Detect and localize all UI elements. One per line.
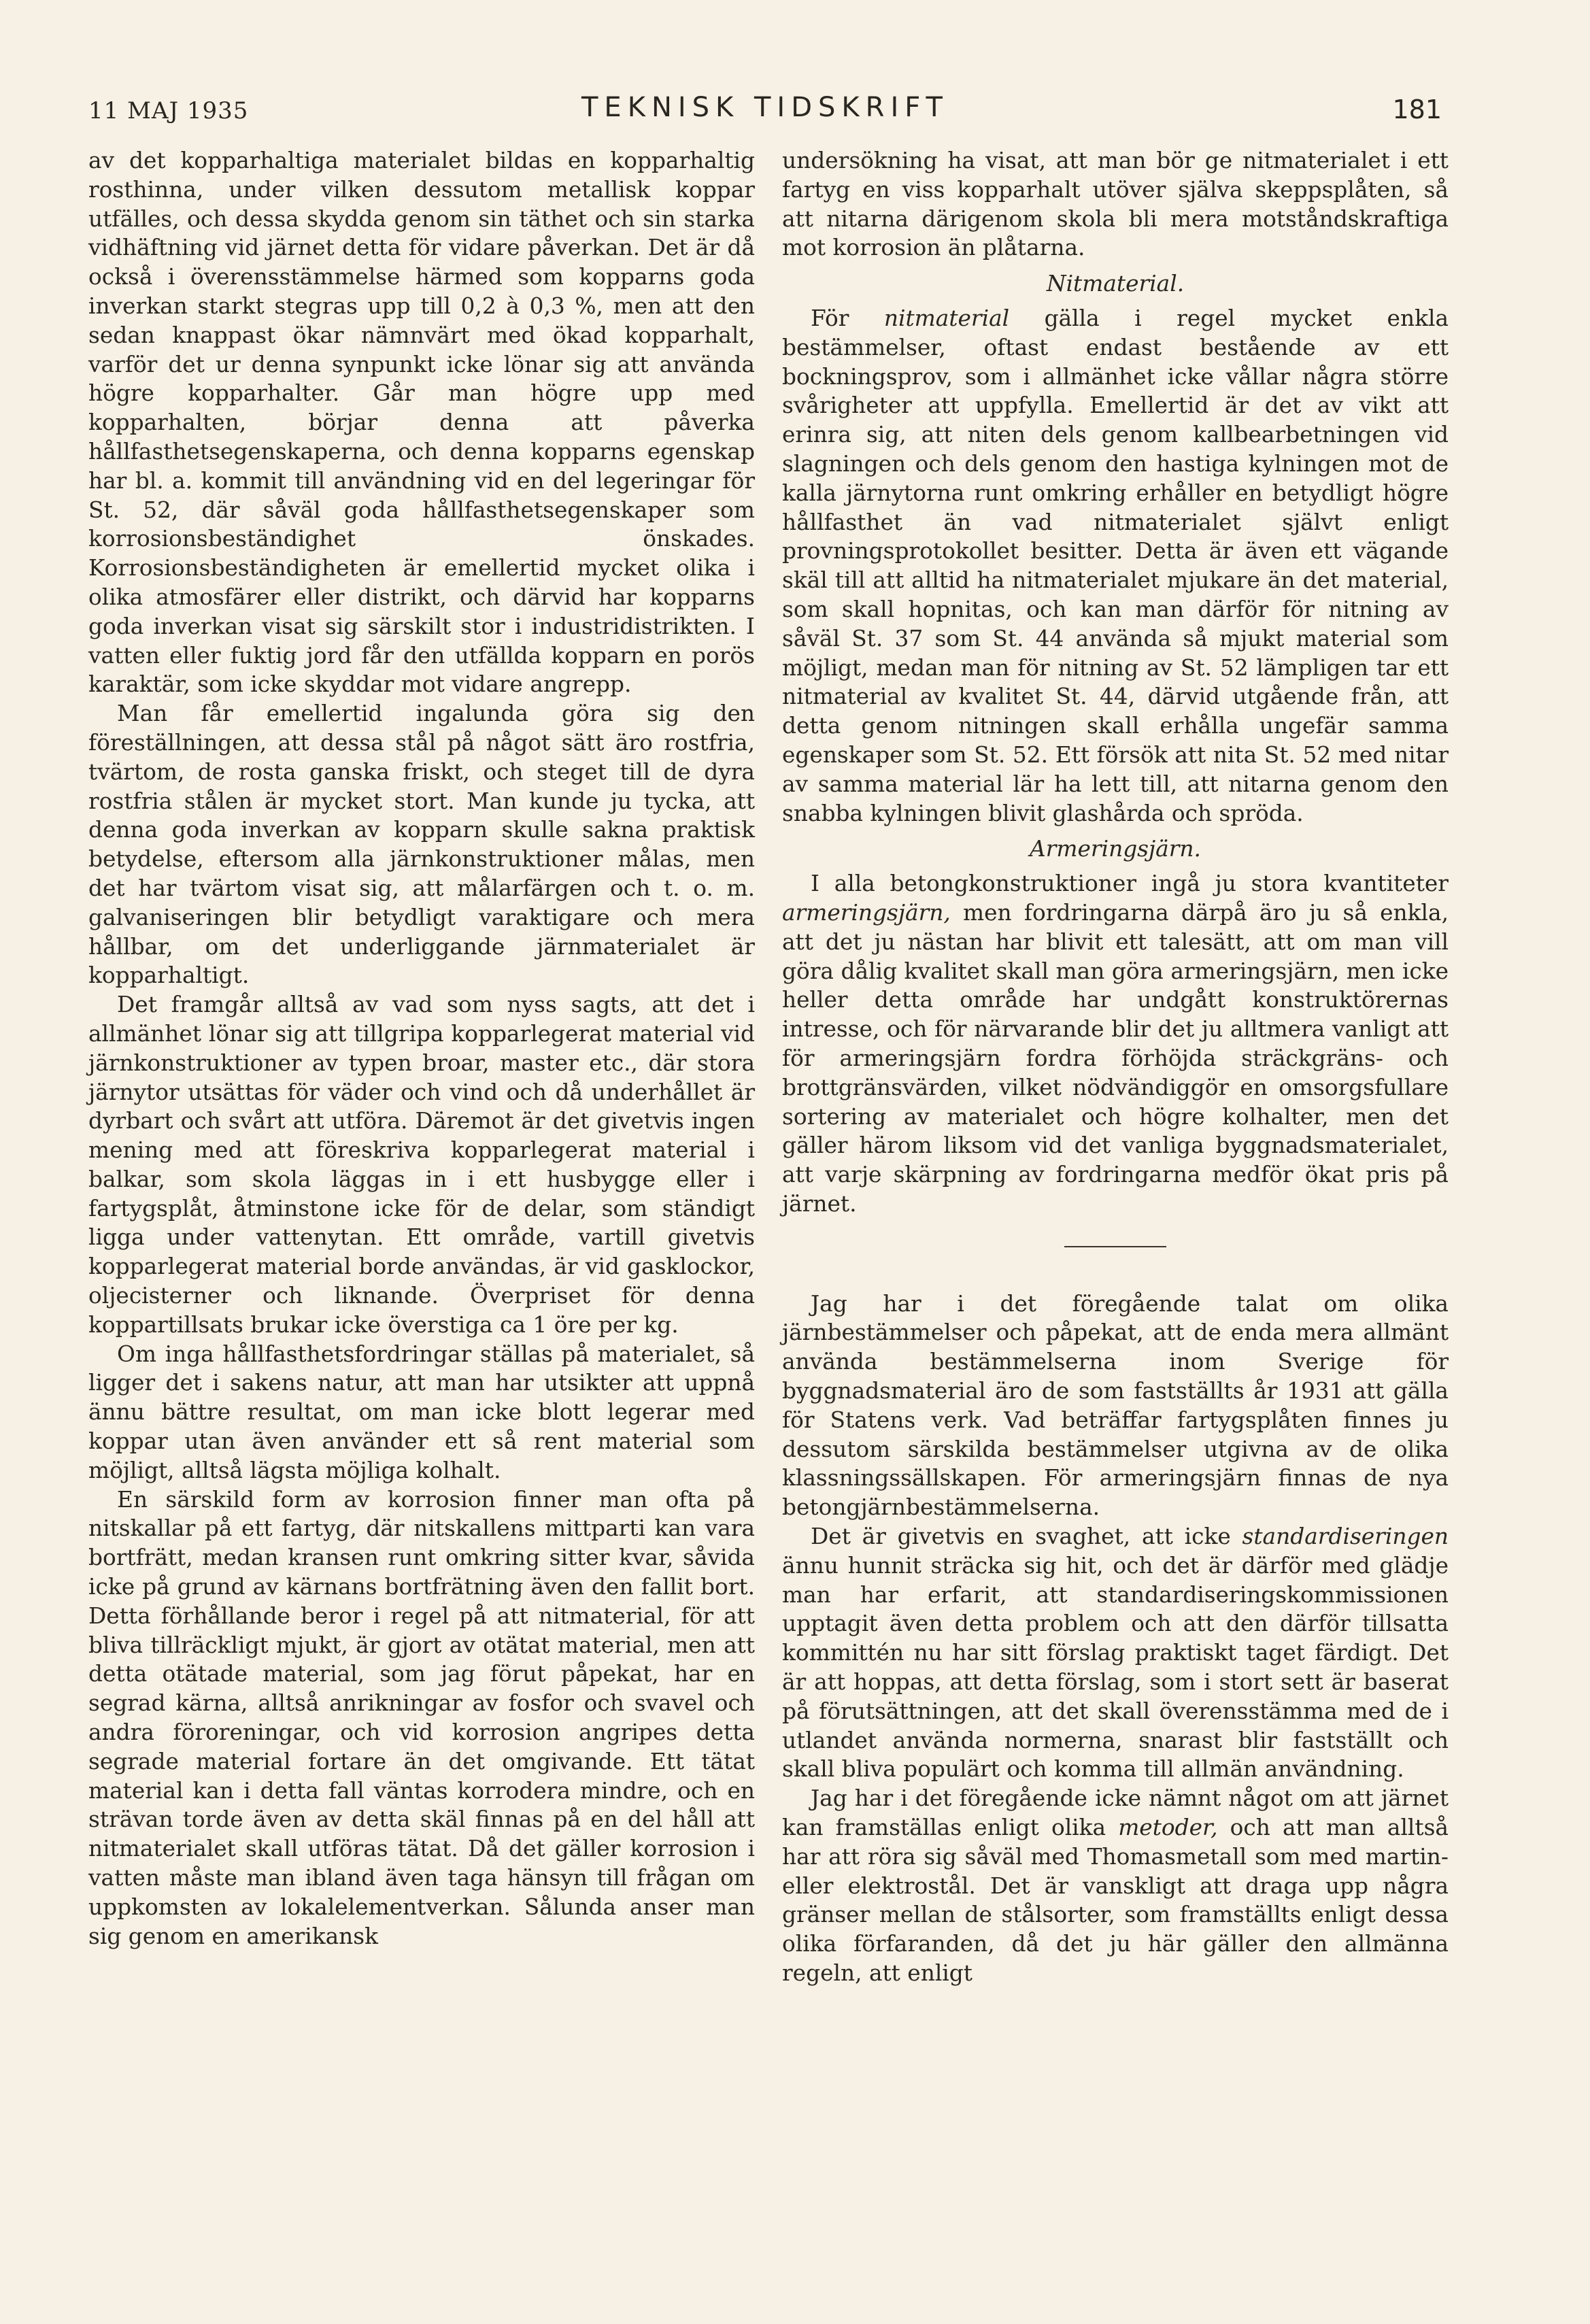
paragraph [782, 1522, 1449, 1784]
paragraph [782, 869, 1449, 1219]
text-run: Det är givetvis en svaghet, att icke [811, 1523, 1242, 1550]
paragraph: undersökning ha visat, att man bör ge nitmaterialet i ett fartyg en viss kopparhalt utöver själva skeppsplåten, så att nitarna därigenom skola bli mera motståndskraftiga mot korrosion än plåtarna. [782, 148, 1449, 261]
text-run: gälla i regel mycket enkla bestämmelser, oftast endast bestående av ett bockningsprov, som i allmänhet icke vållar några större svårigheter att uppfylla. Emellertid är det av vikt att erinra sig, att niten dels genom kallbearbetningen vid slagningen och dels genom den hastiga kylningen mot de kalla järnytorna runt omkring erhåller en betydligt högre hållfasthet än vad nitmaterialet självt enligt provningsprotokollet besitter. Detta är även ett vägande skäl till att alltid ha nitmaterialet mjukare än det material, som skall hopnitas, och kan man därför för nitning av såväl St. 37 som St. 44 använda så mjukt material som möjligt, medan man för nitning av St. 52 lämpligen tar ett nitmaterial av kvalitet St. 44, därvid utgående från, att detta genom nitningen skall erhålla ungefär samma egenskaper som St. 52. Ett försök att nita St. 52 med nitar av samma material lär ha lett till, att nitarna genom den snabba kylningen blivit glashårda och spröda. [782, 305, 1449, 826]
text-run: För [811, 305, 884, 331]
paragraph [782, 1784, 1449, 1988]
page-header [88, 92, 1442, 133]
emphasis-term: metoder, [1118, 1815, 1218, 1841]
text-run: och att man alltså har att röra sig såväl med Thomasmetall som med martin- eller elektrostål. Det är vanskligt att draga upp några gränser mellan de stålsorter, som framställts enligt dessa olika förfaranden, då det ju här gäller den allmänna regeln, att enligt [782, 1815, 1449, 1987]
emphasis-term: nitmaterial [883, 305, 1010, 331]
paragraph: Det framgår alltså av vad som nyss sagts, att det i allmänhet lönar sig att tillgripa kopparlegerat material vid järnkonstruktioner av typen broar, master etc., där stora järnytor utsättas för väder och vind och då underhållet är dyrbart och svårt att utföra. Däremot är det givetvis ingen mening med att föreskriva kopparlegerat material i balkar, som skola läggas in i ett husbygge eller i fartygsplåt, åtminstone icke för de delar, som ständigt ligga under vattenytan. Ett område, vartill givetvis kopparlegerat material borde användas, är vid gasklockor, oljecisterner och liknande. Överpriset för denna koppartillsats brukar icke överstiga ca 1 öre per kg. [88, 992, 755, 1338]
journal-title: TEKNISK TIDSKRIFT [581, 92, 949, 123]
paragraph: Jag har i det föregående talat om olika järnbestämmelser och påpekat, att de enda mera allmänt använda bestämmelserna inom Sverige för byggnadsmaterial äro de som fastställts år 1931 att gälla för Statens verk. Vad beträffar fartygsplåten finnes ju dessutom särskilda bestämmelser utgivna av de olika klassningssällskapen. För armeringsjärn finnas de nya betongjärnbestämmelserna. [782, 1290, 1449, 1521]
section-divider [1064, 1246, 1166, 1247]
text-run: Jag har i det föregående icke nämnt något om att järnet kan framställas enligt olika [782, 1785, 1449, 1841]
paragraph: av det kopparhaltiga materialet bildas en kopparhaltig rosthinna, under vilken dessutom metallisk koppar utfälles, och dessa skydda genom sin täthet och sin starka vidhäftning vid järnet detta för vidare påverkan. Det är då också i överensstämmelse härmed som kopparns goda inverkan starkt stegras upp till 0,2 à 0,3 %, men att den sedan knappast ökar nämnvärt med ökad kopparhalt, varför det ur denna synpunkt icke lönar sig att använda högre kopparhalter. Går man högre upp med kopparhalten, börjar denna att påverka hållfasthetsegenskaperna, och denna kopparns egenskap har bl. a. kommit till användning vid en del legeringar för St. 52, där såväl goda hållfasthetsegenskaper som korrosionsbeständighet önskades. Korrosionsbeständigheten är emellertid mycket olika i olika atmosfärer eller distrikt, och därvid har kopparns goda inverkan visat sig särskilt stor i industridistrikten. I vatten eller fuktig jord får den utfällda kopparn en porös karaktär, som icke skyddar mot vidare angrepp. [88, 148, 755, 698]
page-number: 181 [1392, 95, 1442, 124]
paragraph [782, 304, 1449, 828]
text-run: men fordringarna därpå äro ju så enkla, att det ju nästan har blivit ett talesätt, att om man vill göra dålig kvalitet skall man göra armeringsjärn, men icke heller detta område har undgått konstruktörernas intresse, och för närvarande blir det ju alltmera vanligt att för armeringsjärn fordra förhöjda sträckgräns- och brottgränsvärden, vilket nödvändiggör en omsorgsfullare sortering av materialet och högre kolhalter, men det gäller härom liksom vid det vanliga byggnadsmaterialet, att varje skärpning av fordringarna medför ökat pris på järnet. [782, 899, 1449, 1217]
emphasis-term: armeringsjärn, [782, 899, 951, 926]
paragraph: Man får emellertid ingalunda göra sig den föreställningen, att dessa stål på något sätt äro rostfria, tvärtom, de rosta ganska friskt, och steget till de dyra rostfria stålen är mycket stort. Man kunde ju tycka, att denna goda inverkan av kopparn skulle sakna praktisk betydelse, eftersom alla järnkonstruktioner målas, men det har tvärtom visat sig, att målarfärgen och t. o. m. galvaniseringen blir betydligt varaktigare och mera hållbar, om det underliggande järnmaterialet är kopparhaltigt. [88, 701, 755, 989]
emphasis-term: standardiseringen [1242, 1523, 1449, 1550]
issue-date: 11 MAJ 1935 [88, 97, 249, 124]
paragraph: En särskild form av korrosion finner man ofta på nitskallar på ett fartyg, där nitskallens mittparti kan vara bortfrätt, medan kransen runt omkring sitter kvar, såvida icke på grund av kärnans bortfrätning även den fallit bort. Detta förhållande beror i regel på att nitmaterial, för att bliva tillräckligt mjukt, är gjort av otätat material, men att detta otätade material, som jag förut påpekat, har en segrad kärna, alltså anrikningar av fosfor och svavel och andra föroreningar, och vid korrosion angripes detta segrade material fortare än det omgivande. Ett tätat material kan i detta fall väntas korrodera mindre, och en strävan torde även av detta skäl finnas på en del håll att nitmaterialet skall utföras tätat. Då det gäller korrosion i vatten måste man ibland även taga hänsyn till frågan om uppkomsten av lokalelementverkan. Sålunda anser man sig genom en amerikansk [88, 1486, 755, 1949]
right-column [782, 146, 1449, 1988]
left-column [88, 146, 755, 1951]
text-run: I alla betongkonstruktioner ingå ju stora kvantiteter [811, 871, 1449, 897]
section-heading-nitmaterial: Nitmaterial. [1046, 271, 1185, 297]
text-run: ännu hunnit sträcka sig hit, och det är därför med glädje man har erfarit, att standardiseringskommissionen upptagit även detta problem och att den därför tillsatta kommittén nu har sitt förslag praktiskt taget färdigt. Det är att hoppas, att detta förslag, som i stort sett är baserat på förutsättningen, att det skall överensstämma med de i utlandet använda normerna, snarast blir fastställt och skall bliva populärt och komma till allmän användning. [782, 1552, 1449, 1783]
section-heading-armeringsjarn: Armeringsjärn. [1030, 836, 1201, 862]
paragraph: Om inga hållfasthetsfordringar ställas på materialet, så ligger det i sakens natur, att man har utsikter att uppnå ännu bättre resultat, om man icke blott legerar med koppar utan även använder ett så rent material som möjligt, alltså lägsta möjliga kolhalt. [88, 1341, 755, 1483]
